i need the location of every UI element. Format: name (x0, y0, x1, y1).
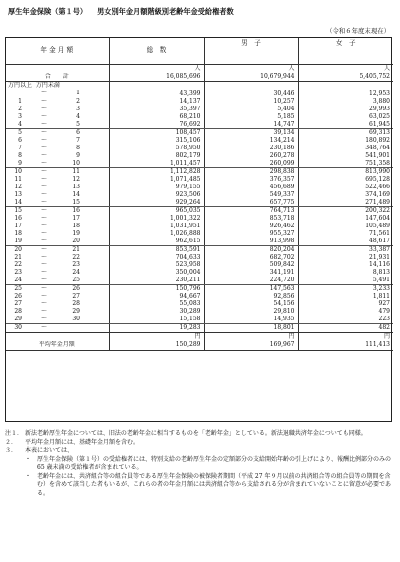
band-label (5, 246, 109, 254)
band-from: 25 (14, 285, 22, 293)
range-dash: ～ (40, 191, 47, 198)
cell-male: 54,156 (204, 300, 298, 308)
cell-male: 926,462 (204, 223, 298, 231)
band-from: 8 (18, 152, 22, 159)
band-to: 2 (76, 98, 80, 105)
band-label (5, 106, 109, 114)
cell-total: 1,026,888 (109, 230, 204, 238)
table-row (5, 230, 393, 238)
band-to: 17 (72, 214, 80, 222)
band-to: 21 (72, 246, 80, 254)
band-label (5, 285, 109, 293)
table-row (5, 207, 393, 215)
band-from: 9 (18, 159, 22, 167)
band-to: 27 (72, 292, 80, 300)
band-to: 12 (72, 175, 80, 183)
band-from: 21 (14, 253, 22, 261)
band-to: 4 (76, 113, 80, 120)
band-from: 12 (14, 183, 22, 191)
band-to: 16 (72, 207, 80, 215)
cell-total: 76,692 (109, 121, 204, 129)
band-label (5, 168, 109, 176)
band-from: 27 (14, 300, 22, 308)
range-dash: ～ (40, 198, 47, 206)
band-from: 28 (14, 308, 22, 315)
cell-total: 108,457 (109, 129, 204, 137)
cell-female: 3,880 (298, 98, 393, 106)
range-dash: ～ (40, 175, 47, 183)
cell-female: 751,358 (298, 160, 393, 168)
band-to: 8 (76, 144, 80, 152)
cell-male: 134,214 (204, 137, 298, 145)
band-to: 3 (76, 105, 80, 113)
cell-male: 224,720 (204, 277, 298, 285)
cell-male: 341,191 (204, 269, 298, 277)
range-dash: ～ (40, 237, 47, 245)
table-row (5, 199, 393, 207)
band-label (5, 113, 109, 121)
cell-female: 14,116 (298, 261, 393, 269)
band-label (5, 184, 109, 192)
cell-female: 522,466 (298, 184, 393, 192)
range-dash: ～ (40, 159, 47, 167)
cell-total: 35,397 (109, 106, 204, 114)
band-from: 18 (14, 230, 22, 237)
table-row (5, 215, 393, 223)
title-series: 厚生年金保険（第１号） (8, 7, 88, 16)
note-marker: ３． (5, 447, 18, 454)
cell-male: 230,186 (204, 145, 298, 153)
cell-male: 39,134 (204, 129, 298, 137)
range-dash: ～ (40, 253, 47, 261)
table-row (5, 98, 393, 106)
range-dash: ～ (40, 285, 47, 293)
band-to: 29 (72, 308, 80, 315)
table-row (5, 137, 393, 145)
band-from: 10 (14, 168, 22, 176)
range-dash: ～ (40, 136, 47, 144)
table-row (5, 191, 393, 199)
total-unit-row (5, 65, 393, 74)
cell-total: 15,158 (109, 316, 204, 324)
band-to: 11 (72, 168, 80, 176)
band-to: 9 (76, 152, 80, 159)
range-dash: ～ (40, 276, 47, 284)
cell-total: 230,211 (109, 277, 204, 285)
band-label (5, 316, 109, 324)
total-all: 16,085,696 (109, 73, 204, 82)
cell-total: 923,506 (109, 191, 204, 199)
cell-total: 19,283 (109, 324, 204, 333)
range-dash: ～ (40, 230, 47, 237)
total-male: 10,679,944 (204, 73, 298, 82)
table-row (5, 184, 393, 192)
cell-female: 695,128 (298, 176, 393, 184)
note-text: 本表においては、 (25, 447, 74, 454)
range-dash: ～ (40, 261, 47, 269)
band-to: 6 (76, 129, 80, 137)
cell-female: 482 (298, 324, 393, 333)
band-to: 22 (72, 253, 80, 261)
as-of-date: （令和６年度末現在） (326, 27, 390, 35)
table-row (5, 90, 393, 98)
note-marker: 注１． (5, 430, 24, 437)
cell-male: 820,204 (204, 246, 298, 254)
band-label (5, 254, 109, 262)
band-from: 3 (18, 113, 22, 120)
band-to: 7 (76, 136, 80, 144)
table-row (5, 238, 393, 246)
table-row (5, 277, 393, 285)
cell-female: 63,025 (298, 113, 393, 121)
cell-male: 260,278 (204, 152, 298, 160)
cell-male: 30,446 (204, 90, 298, 98)
table-row (5, 285, 393, 293)
total-row (5, 73, 393, 82)
band-to (66, 325, 80, 331)
band-from: 13 (14, 191, 22, 198)
cell-male: 14,747 (204, 121, 298, 129)
cell-male: 657,775 (204, 199, 298, 207)
table-row (5, 316, 393, 324)
cell-male: 764,713 (204, 207, 298, 215)
cell-male: 5,404 (204, 106, 298, 114)
cell-female: 348,764 (298, 145, 393, 153)
band-label (5, 230, 109, 238)
range-dash: ～ (40, 315, 47, 323)
cell-total: 43,399 (109, 90, 204, 98)
table-row (5, 176, 393, 184)
cell-total: 1,112,828 (109, 168, 204, 176)
unit-label: 円 (109, 332, 204, 341)
cell-total: 30,289 (109, 308, 204, 316)
cell-male: 260,099 (204, 160, 298, 168)
table-row (5, 300, 393, 308)
cell-female: 61,945 (298, 121, 393, 129)
average-label: 平均年金月額 (5, 341, 109, 351)
band-to: 23 (72, 261, 80, 269)
band-label (5, 223, 109, 231)
range-dash: ～ (40, 90, 47, 96)
cell-female: 29,993 (298, 106, 393, 114)
band-label (5, 152, 109, 160)
band-from: 6 (18, 136, 22, 144)
band-label (5, 137, 109, 145)
band-to: 10 (72, 159, 80, 167)
table-row (5, 254, 393, 262)
band-to: 30 (72, 315, 80, 323)
cell-male: 456,689 (204, 184, 298, 192)
cell-total: 315,106 (109, 137, 204, 145)
note-text: 平均年金月額には、基礎年金月額を含む。 (25, 438, 140, 446)
cell-total: 1,031,951 (109, 223, 204, 231)
cell-female: 541,901 (298, 152, 393, 160)
average-total: 150,289 (109, 341, 204, 351)
band-label (5, 199, 109, 207)
band-from: 11 (14, 175, 22, 183)
cell-female: 223 (298, 316, 393, 324)
average-row (5, 341, 393, 351)
unit-label: 円 (298, 332, 393, 341)
cell-male: 376,357 (204, 176, 298, 184)
cell-female: 69,313 (298, 129, 393, 137)
cell-total: 1,071,485 (109, 176, 204, 184)
bullet-marker: ・ (25, 472, 32, 480)
band-label (5, 324, 109, 333)
band-from: 19 (14, 237, 22, 245)
note-2 (5, 439, 393, 448)
table-row (5, 129, 393, 137)
bullet-text: 厚生年金保険（第１号）の受給権者には、特別支給の老齢厚生年金の定額部分の支給開始年齢の引上げにより、報酬比例部分のみの 65 歳未満の受給権者が含まれている。 (37, 455, 392, 471)
cell-male: 10,257 (204, 98, 298, 106)
table-row (5, 261, 393, 269)
band-label (5, 207, 109, 215)
cell-total: 523,958 (109, 261, 204, 269)
band-label (5, 191, 109, 199)
cell-male: 955,327 (204, 230, 298, 238)
range-dash: ～ (40, 324, 47, 332)
cell-female: 5,491 (298, 277, 393, 285)
unit-from-label: 万円以上 (8, 82, 33, 89)
cell-male: 147,563 (204, 285, 298, 293)
unit-label: 人 (204, 65, 298, 74)
band-to: 28 (72, 300, 80, 308)
band-to: 18 (72, 222, 80, 230)
table-row (5, 293, 393, 301)
cell-female: 8,813 (298, 269, 393, 277)
pension-table (5, 37, 393, 351)
cell-male: 14,935 (204, 316, 298, 324)
unit-label: 人 (298, 65, 393, 74)
range-dash: ～ (40, 168, 47, 176)
band-label (5, 129, 109, 137)
note-3-bullet-2 (5, 473, 393, 499)
range-dash: ～ (40, 113, 47, 120)
band-label (5, 121, 109, 129)
note-3 (5, 447, 393, 456)
band-from: 2 (18, 105, 22, 113)
range-dash: ～ (40, 269, 47, 276)
band-from: 17 (14, 222, 22, 230)
cell-total: 853,591 (109, 246, 204, 254)
cell-total: 962,615 (109, 238, 204, 246)
unit-header-row (5, 82, 393, 91)
note-1 (5, 430, 393, 439)
cell-total: 929,264 (109, 199, 204, 207)
header-total: 総 数 (109, 37, 204, 65)
cell-male: 549,337 (204, 191, 298, 199)
band-from: 4 (18, 120, 22, 128)
range-dash: ～ (40, 246, 47, 254)
header-row (5, 37, 393, 65)
cell-male: 913,998 (204, 238, 298, 246)
band-from: 16 (14, 214, 22, 222)
cell-female: 180,892 (298, 137, 393, 145)
cell-total: 55,083 (109, 300, 204, 308)
band-label (5, 238, 109, 246)
cell-total: 1,011,457 (109, 160, 204, 168)
cell-male: 5,185 (204, 113, 298, 121)
band-from: 26 (14, 292, 22, 300)
band-from: 29 (14, 315, 22, 323)
range-dash: ～ (40, 98, 47, 105)
range-dash: ～ (40, 129, 47, 137)
note-marker: ２． (5, 438, 18, 446)
cell-total: 94,667 (109, 293, 204, 301)
cell-male: 92,856 (204, 293, 298, 301)
range-dash: ～ (40, 183, 47, 191)
band-to: 1 (76, 90, 80, 96)
band-from: 15 (14, 207, 22, 215)
range-dash: ～ (40, 105, 47, 113)
title-subject: 男女別年金月額階級別老齢年金受給権者数 (97, 7, 234, 16)
band-to: 19 (72, 230, 80, 237)
cell-female: 479 (298, 308, 393, 316)
cell-female: 271,489 (298, 199, 393, 207)
cell-total: 68,210 (109, 113, 204, 121)
cell-total: 802,179 (109, 152, 204, 160)
band-to: 5 (76, 120, 80, 128)
bullet-marker: ・ (25, 455, 32, 463)
cell-total: 1,001,322 (109, 215, 204, 223)
cell-female: 927 (298, 300, 393, 308)
header-female: 女 子 (298, 37, 393, 65)
cell-female: 12,953 (298, 90, 393, 98)
cell-female: 200,322 (298, 207, 393, 215)
band-label (5, 293, 109, 301)
band-from: 1 (18, 98, 22, 105)
header-male: 男 子 (204, 37, 298, 65)
band-label (5, 145, 109, 153)
range-dash: ～ (40, 144, 47, 152)
band-to: 14 (72, 191, 80, 198)
band-label (5, 160, 109, 168)
note-3-bullet-1 (5, 456, 393, 473)
cell-total: 578,950 (109, 145, 204, 153)
average-male: 169,967 (204, 341, 298, 351)
table-row (5, 308, 393, 316)
band-from (8, 90, 22, 96)
band-to: 13 (72, 183, 80, 191)
table-row (5, 269, 393, 277)
band-label (5, 269, 109, 277)
band-label (5, 277, 109, 285)
range-unit-header (5, 82, 109, 91)
notes (5, 430, 393, 498)
cell-total: 965,035 (109, 207, 204, 215)
band-label (5, 98, 109, 106)
table-row (5, 113, 393, 121)
table-row (5, 324, 393, 333)
cell-total: 979,155 (109, 184, 204, 192)
cell-female: 21,931 (298, 254, 393, 262)
total-female: 5,405,752 (298, 73, 393, 82)
table-row (5, 106, 393, 114)
cell-female: 71,561 (298, 230, 393, 238)
band-label (5, 215, 109, 223)
total-label: 合 計 (5, 73, 109, 82)
unit-label: 円 (204, 332, 298, 341)
band-label (5, 176, 109, 184)
average-female: 111,413 (298, 341, 393, 351)
band-to: 15 (72, 198, 80, 206)
range-dash: ～ (40, 222, 47, 230)
range-dash: ～ (40, 214, 47, 222)
band-to: 20 (72, 237, 80, 245)
range-dash: ～ (40, 308, 47, 315)
range-dash: ～ (40, 152, 47, 159)
bullet-text: 老齢年金には、共済組合等の組合員等である厚生年金保険の被保険者期間（平成 27 年９月以前の共済組合等の組合員等の期間を含む）を含めて該当した者もいるが、これらの者の年金月額には共済組合等から支給される分が含まれていないことに留意が必要である。 (37, 472, 392, 497)
cell-female: 1,811 (298, 293, 393, 301)
cell-male: 298,838 (204, 168, 298, 176)
band-label (5, 300, 109, 308)
cell-male: 18,801 (204, 324, 298, 333)
cell-female: 813,990 (298, 168, 393, 176)
band-from: 5 (18, 129, 22, 137)
band-label (5, 308, 109, 316)
band-label (5, 90, 109, 98)
table-title (8, 7, 234, 17)
table-row (5, 145, 393, 153)
cell-female: 105,489 (298, 223, 393, 231)
band-from: 30 (14, 324, 22, 332)
range-dash: ～ (40, 292, 47, 300)
cell-female: 33,387 (298, 246, 393, 254)
header-band: 年 金 月 額 (5, 37, 109, 65)
cell-female: 147,604 (298, 215, 393, 223)
unit-label: 人 (109, 65, 204, 74)
cell-total: 350,004 (109, 269, 204, 277)
range-dash: ～ (40, 300, 47, 308)
cell-female: 48,617 (298, 238, 393, 246)
average-unit-row (5, 332, 393, 341)
cell-female: 374,169 (298, 191, 393, 199)
band-from: 7 (18, 144, 22, 152)
cell-total: 704,633 (109, 254, 204, 262)
band-from: 24 (14, 276, 22, 284)
table-row (5, 160, 393, 168)
cell-male: 682,702 (204, 254, 298, 262)
table-row (5, 168, 393, 176)
band-to: 24 (72, 269, 80, 276)
note-text: 新法老齢厚生年金については、旧法の老齢年金に相当するものを「老齢年金」としている。新法退職共済年金についても同様。 (25, 430, 367, 437)
table-row (5, 121, 393, 129)
cell-male: 29,810 (204, 308, 298, 316)
cell-total: 14,137 (109, 98, 204, 106)
band-to: 26 (72, 285, 80, 293)
table-row (5, 246, 393, 254)
cell-male: 853,718 (204, 215, 298, 223)
band-to: 25 (72, 276, 80, 284)
band-from: 20 (14, 246, 22, 254)
band-from: 14 (14, 198, 22, 206)
range-dash: ～ (40, 207, 47, 215)
cell-total: 150,796 (109, 285, 204, 293)
table-row (5, 223, 393, 231)
band-label (5, 261, 109, 269)
band-from: 22 (14, 261, 22, 269)
cell-male: 509,842 (204, 261, 298, 269)
unit-to-label: 万円未満 (35, 82, 60, 89)
band-from: 23 (14, 269, 22, 276)
range-dash: ～ (40, 120, 47, 128)
table-row (5, 152, 393, 160)
cell-female: 3,233 (298, 285, 393, 293)
